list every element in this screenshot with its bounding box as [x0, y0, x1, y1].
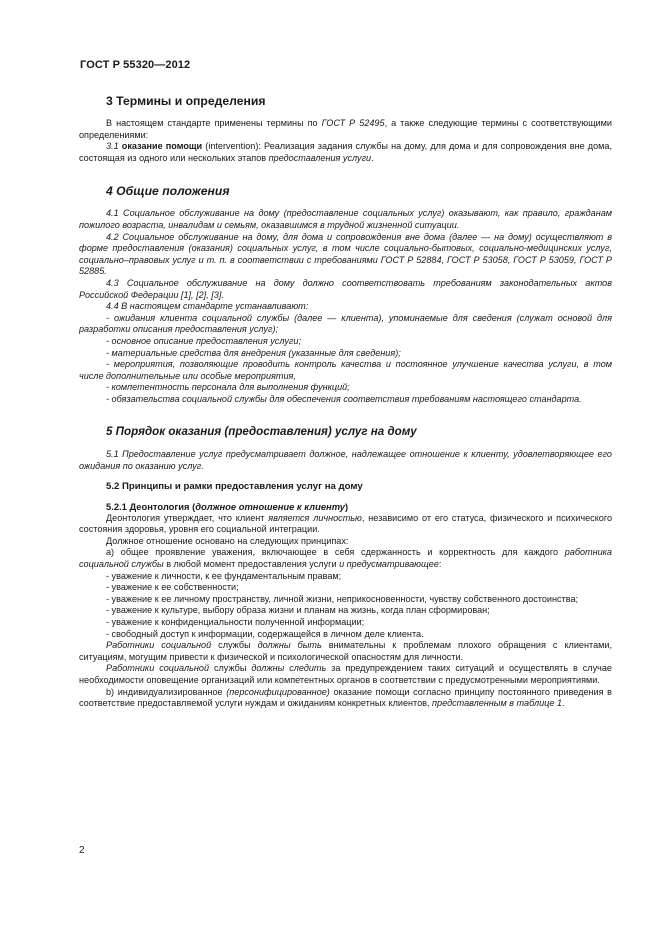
clause-4-3: 4.3 Социальное обслуживание на дому должно соответствовать требованиям законодательных актов Российской Федерации [1], [2], [3].	[79, 277, 612, 300]
list-item: - мероприятия, позволяющие проводить контроль качества и постоянное улучшение качества услуги, в том числе дополнительные или особые мероприятия,	[79, 359, 612, 381]
list-item: - компетентность персонала для выполнения функций;	[106, 382, 350, 393]
list-item: - уважение к конфиденциальности полученной информации;	[106, 617, 365, 627]
list-item: - уважение к культуре, выбору образа жизни и планам на жизнь, когда план сформирован;	[106, 605, 490, 616]
list-item: - уважение к ее собственности;	[106, 582, 239, 593]
list-item: - ожидания клиента социальной службы (далее — клиента), упоминаемые для сведения (служат основой для разработки описания предоставления услуг);	[79, 312, 612, 335]
list-item: - уважение к личности, к ее фундаментальным правам;	[106, 570, 342, 581]
page-content	[79, 94, 612, 710]
deontology-paragraph: Деонтология утверждает, что клиент является личностью, независимо от его статуса, физического и психического состояния здоровья, уровня его социальной интеграции.	[79, 512, 613, 535]
section-5-title: 5 Порядок оказания (предоставления) услуг на дому	[106, 425, 417, 439]
principle-b: b) индивидуализированное (персонифицированное) оказание помощи согласно принципу постоянного приведения в соответствие предоставляемой услуги нуждам и ожиданиям конкретных клиентов, представленным в таблице 1.	[79, 686, 612, 709]
clause-5-1: 5.1 Предоставление услуг предусматривает должное, надлежащее отношение к клиенту, удовлетворяющее его ожидания по оказанию услуг.	[79, 449, 612, 472]
principle-a: а) общее проявление уважения, включающее в себя сдержанность и корректность для каждого работника социальной службы в любой момент предоставления услуги и предусматривающее:	[79, 547, 612, 570]
workers-attentive-paragraph: Работники социальной службы должны быть внимательны к проблемам плохого обращения с клиентами, ситуациям, могущим привести к физической и психологической опасностям для личности.	[79, 640, 612, 662]
subsection-5-2-title: 5.2 Принципы и рамки предоставления услуг на дому	[106, 480, 363, 492]
principles-intro: Должное отношение основано на следующих принципах:	[106, 535, 349, 546]
standard-header: ГОСТ Р 55320—2012	[80, 59, 191, 71]
clause-4-2: 4.2 Социальное обслуживание на дому, для дома и сопровождения вне дома (далее — на дому) осуществляют в форме предоставления (оказания) социальных услуг, в том числе социально-бытовых, социально-медицинских услуг, социально–правовых услуг и т. п. в соответствии с требованиями ГОСТ Р 52884, ГОСТ Р 53058, ГОСТ Р 53059, ГОСТ Р 52885.	[79, 231, 612, 277]
list-item: - уважение к ее личному пространству, личной жизни, неприкосновенности, чувству собственного достоинства;	[106, 593, 579, 604]
list-item: - обязательства социальной службы для обеспечения соответствия требованиям настоящего стандарта.	[106, 393, 582, 404]
list-item: - свободный доступ к информации, содержащейся в личном деле клиента.	[106, 628, 424, 639]
page-number: 2	[79, 845, 85, 856]
term-3-1: 3.1 оказание помощи (intervention): Реализация задания службы на дому, для дома и для сопровождения вне дома, состоящая из одного или нескольких этапов предоставления услуги.	[79, 141, 612, 163]
section-3-intro: В настоящем стандарте применены термины по ГОСТ Р 52495, а также следующие термины с соответствующими определениями:	[79, 118, 612, 140]
section-4-title: 4 Общие положения	[106, 184, 230, 199]
list-item: - основное описание предоставления услуги;	[106, 335, 301, 346]
workers-prevent-paragraph: Работники социальной службы должны следить за предупреждением таких ситуаций и осуществлять в случае необходимости оповещение организаций или компетентных органов в соответствии с предусмотренными мероприятиями.	[79, 663, 612, 685]
clause-4-4: 4.4 В настоящем стандарте устанавливают:	[106, 301, 309, 312]
section-3-title: 3 Термины и определения	[106, 94, 266, 108]
subsection-5-2-1-title: 5.2.1 Деонтология (должное отношение к клиенту)	[106, 500, 349, 512]
list-item: - материальные средства для внедрения (указанные для сведения);	[106, 347, 401, 358]
clause-4-1: 4.1 Социальное обслуживание на дому (предоставление социальных услуг) оказывают, как правило, гражданам пожилого возраста, инвалидам и семьям, оказавшимся в трудной жизненной ситуации.	[79, 208, 612, 230]
